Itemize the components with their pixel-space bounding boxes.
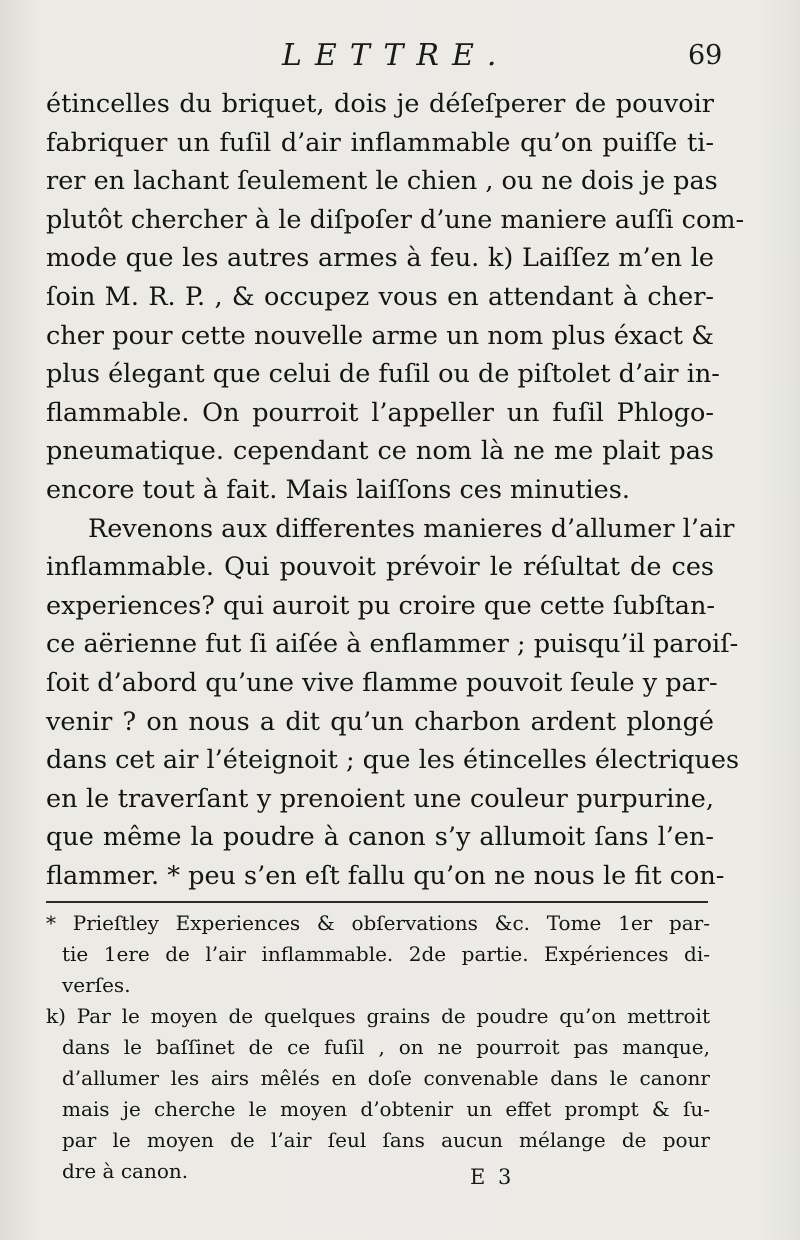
footnote-divider — [46, 901, 708, 903]
text-line: flammable. On pourroit l’appeller un fuſil Phlogo- — [46, 397, 714, 428]
text-line: dans cet air l’éteignoit ; que les étincelles électriques — [46, 745, 740, 776]
paragraph-2 — [46, 510, 740, 896]
text-line: pneumatique. cependant ce nom là ne me plait pas — [46, 436, 714, 467]
text-line: encore tout à fait. Mais laiſſons ces minuties. — [46, 474, 630, 505]
text-line: cher pour cette nouvelle arme un nom plus éxact & — [46, 320, 714, 351]
footnote-line: tie 1ere de l’air inflammable. 2de partie. Expériences di- — [62, 942, 710, 966]
text-line: fabriquer un fuſil d’air inflammable qu’on puiſſe ti- — [46, 127, 714, 158]
text-line: rer en lachant ſeulement le chien , ou ne dois je pas — [46, 166, 718, 197]
footnote-line: * Prieſtley Experiences & obſervations &c. Tome 1er par- — [46, 911, 710, 935]
text-line: experiences? qui auroit pu croire que cette ſubſtan- — [46, 590, 716, 621]
text-line: plutôt chercher à le diſpoſer d’une maniere auſſi com- — [46, 204, 745, 235]
page-header — [0, 38, 800, 82]
footnote-line: dre à canon. — [62, 1159, 189, 1183]
text-line: que même la poudre à canon s’y allumoit ſans l’en- — [46, 822, 714, 853]
text-line: inflammable. Qui pouvoit prévoir le réſultat de ces — [46, 552, 714, 583]
text-line: Revenons aux differentes manieres d’allumer l’air — [88, 513, 735, 544]
running-title: LETTRE. — [282, 38, 510, 73]
footnote-line: dans le baſſinet de ce fuſil , on ne pourroit pas manque, — [62, 1035, 710, 1059]
footnote-line: par le moyen de l’air ſeul ſans aucun mélange de pour — [62, 1128, 710, 1152]
paragraph-1 — [46, 85, 745, 510]
text-line: mode que les autres armes à feu. k) Laiſſez m’en le — [46, 243, 714, 274]
footnote-line: d’allumer les airs mêlés en doſe convenable dans le canonr — [62, 1066, 710, 1090]
text-line: venir ? on nous a dit qu’un charbon ardent plongé — [46, 706, 714, 737]
footnote-star — [46, 908, 710, 1001]
text-line: ce aërienne fut ſi aiſée à enflammer ; puisqu’il paroiſ- — [46, 629, 739, 660]
page-number: 69 — [688, 40, 723, 71]
footnote-k — [46, 1001, 710, 1187]
footnote-line: k) Par le moyen de quelques grains de poudre qu’on mettroit — [46, 1004, 710, 1028]
footnotes — [46, 908, 710, 1187]
footnote-line: mais je cherche le moyen d’obtenir un effet prompt & ſu- — [62, 1097, 710, 1121]
text-line: étincelles du briquet, dois je déſeſperer de pouvoir — [46, 89, 714, 119]
footnote-line: verſes. — [62, 973, 131, 997]
text-line: plus élegant que celui de fuſil ou de piſtolet d’air in- — [46, 359, 720, 390]
text-line: ſoin M. R. P. , & occupez vous en attendant à cher- — [46, 281, 714, 312]
text-line: flammer. * peu s’en eſt fallu qu’on ne nous le fit con- — [46, 860, 725, 891]
main-text — [46, 85, 745, 895]
text-line: en le traverſant y prenoient une couleur purpurine, — [46, 783, 714, 814]
signature-mark: E 3 — [470, 1165, 515, 1189]
text-line: ſoit d’abord qu’une vive flamme pouvoit ſeule y par- — [46, 667, 718, 698]
